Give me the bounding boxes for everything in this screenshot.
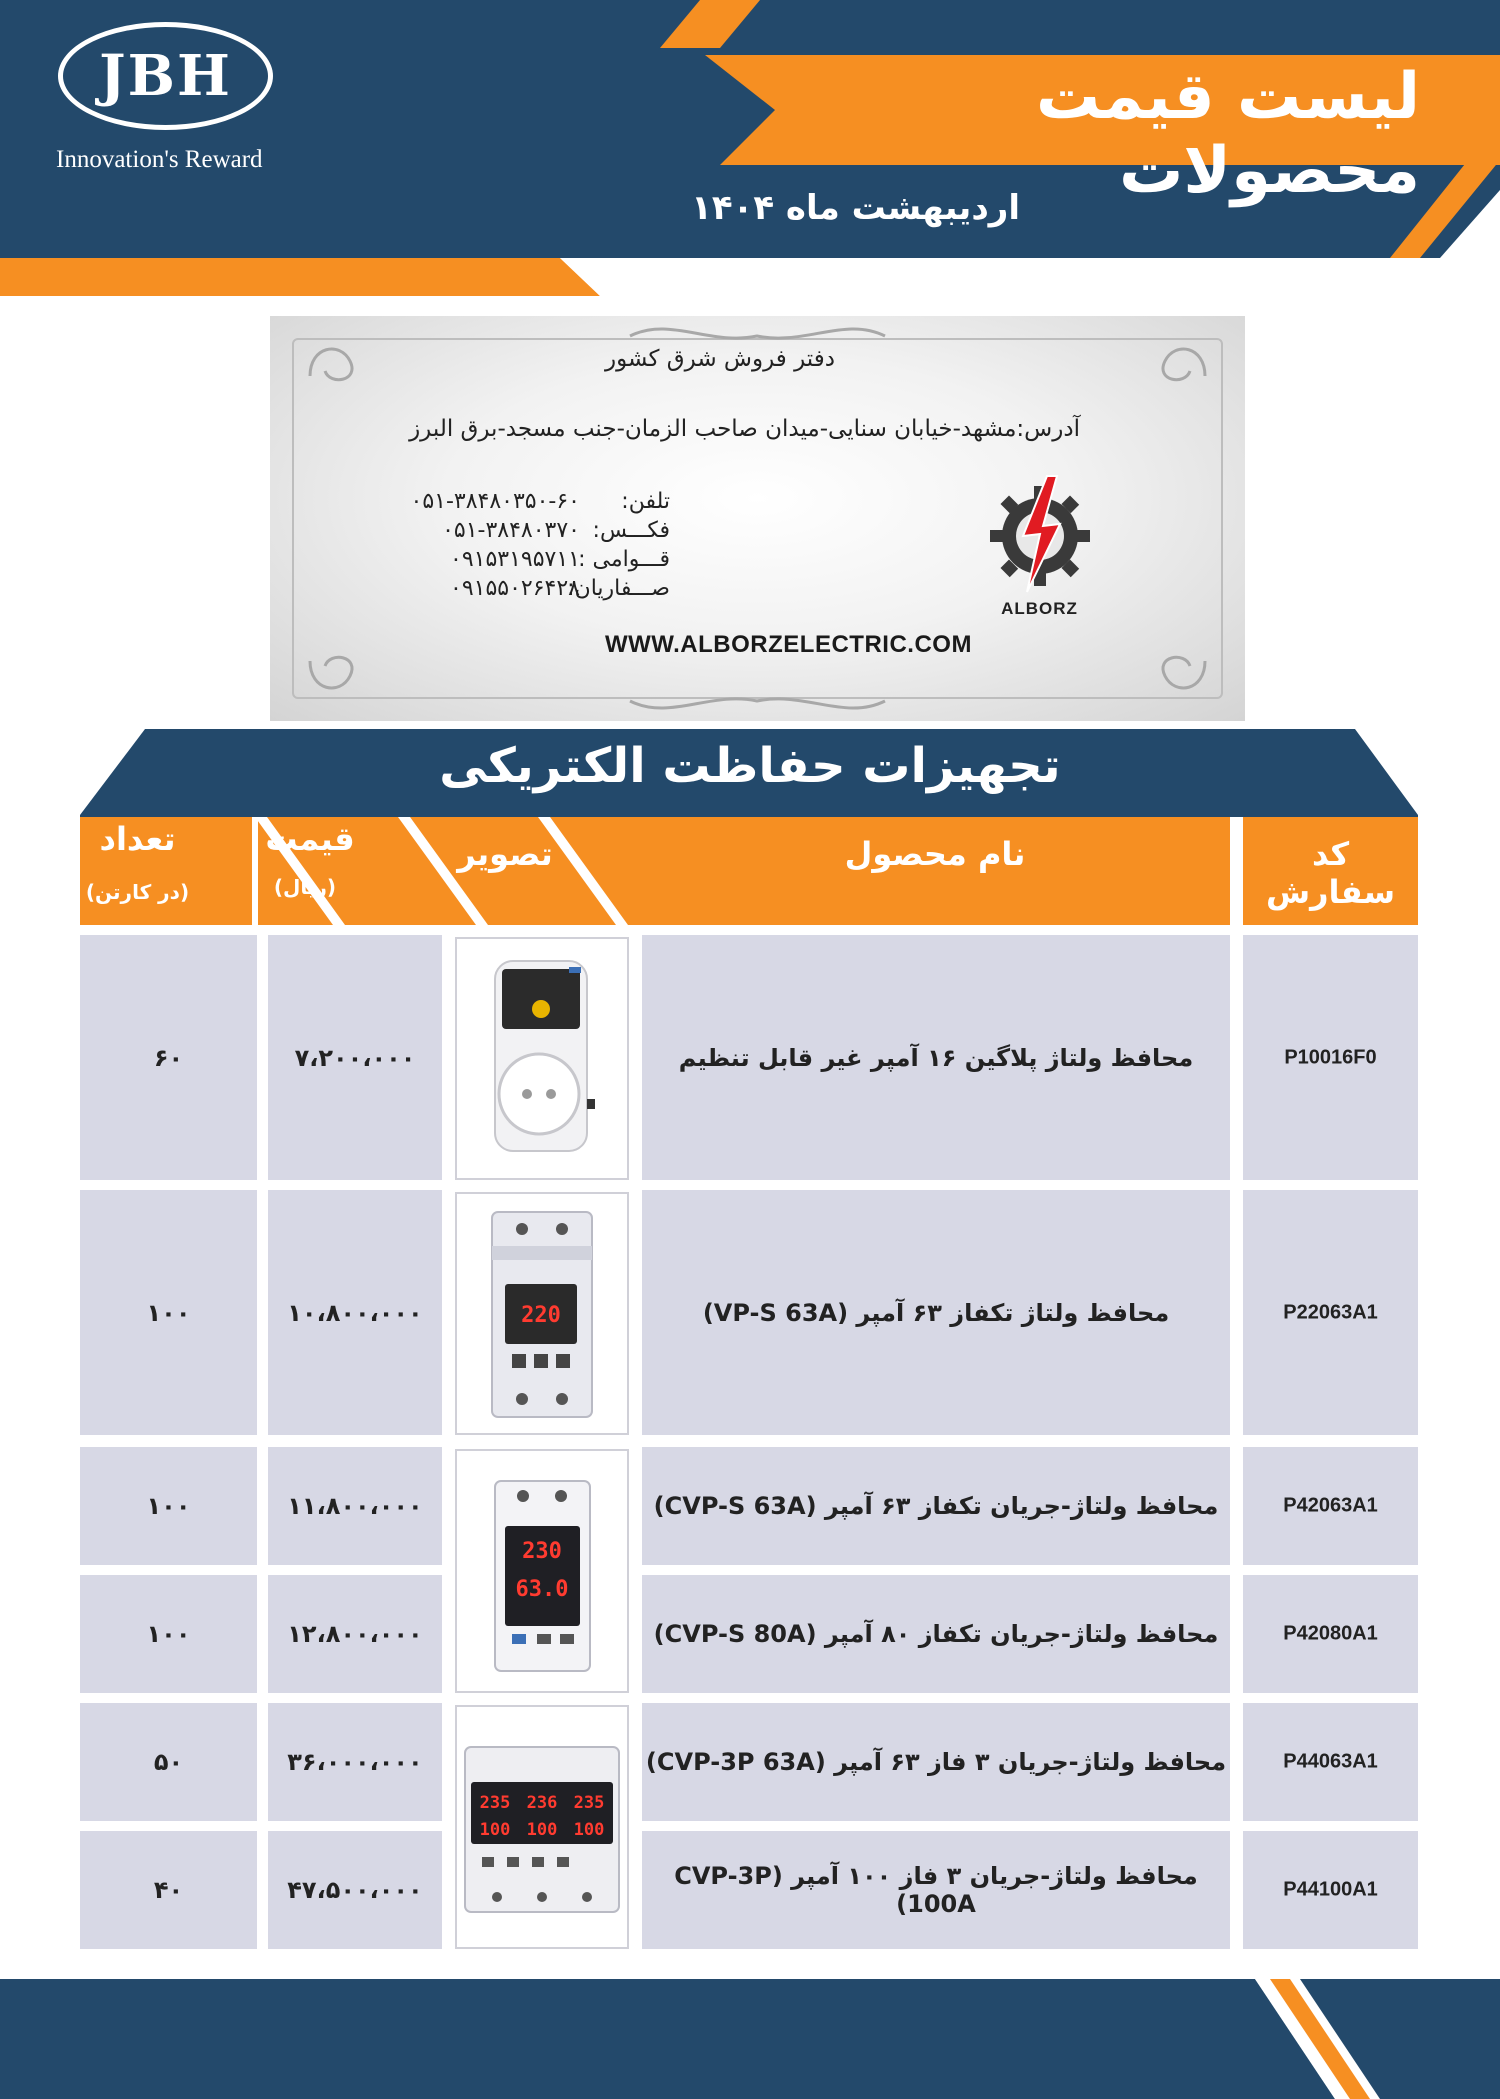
col-header-price-unit: (ریال) [273, 875, 337, 899]
product-price: ۷،۲۰۰،۰۰۰ [294, 1043, 416, 1072]
product-image-cvps [455, 1449, 629, 1693]
product-qty: ۱۰۰ [146, 1298, 191, 1327]
table-row-code [1243, 1831, 1418, 1949]
col-header-price: قیمت [265, 820, 355, 858]
order-code: P42080A1 [1283, 1622, 1378, 1645]
product-qty: ۱۰۰ [146, 1492, 191, 1520]
office-address: آدرس:مشهد-خیابان سنایی-میدان صاحب الزمان-جنب مسجد-برق البرز [409, 416, 1080, 442]
cvp3p-current-l1: 100 [479, 1820, 511, 1840]
product-name: محافظ ولتاژ-جریان تکفاز ۸۰ آمپر (CVP-S 80A) [653, 1620, 1219, 1648]
cvps-voltage-display: 230 [522, 1539, 562, 1564]
contact-value: ۰۵۱-۳۸۴۸۰۳۷۰ [442, 518, 580, 543]
product-qty: ۶۰ [153, 1043, 184, 1072]
product-qty: ۵۰ [153, 1748, 184, 1776]
product-price: ۴۷،۵۰۰،۰۰۰ [287, 1876, 423, 1904]
contact-label: فکـــس: [592, 518, 670, 543]
table-row-qty [80, 1190, 257, 1435]
col-header-name: نام محصول [844, 835, 1026, 873]
vps-display: 220 [521, 1303, 561, 1328]
product-qty: ۴۰ [153, 1876, 184, 1904]
table-row-code [1243, 1190, 1418, 1435]
table-row-name [642, 935, 1230, 1180]
cvp3p-voltage-l2: 236 [526, 1793, 558, 1813]
product-qty: ۱۰۰ [146, 1620, 191, 1648]
product-image-plugin [455, 937, 629, 1180]
cvps-current-display: 63.0 [515, 1577, 569, 1602]
col-header-image: تصویر [457, 835, 553, 873]
table-row-code [1243, 1575, 1418, 1693]
three-phase-protector-icon [457, 1707, 627, 1947]
col-header-qty-unit: (در کارتن) [85, 880, 190, 904]
table-row-price [268, 935, 442, 1180]
din-protector-icon [457, 1451, 627, 1691]
table-row-price [268, 1447, 442, 1565]
logo-tagline: Innovation's Reward [56, 146, 263, 173]
contact-label: قـــوامی : [578, 547, 670, 572]
jbh-logo [50, 18, 290, 178]
website-link[interactable]: WWW.ALBORZELECTRIC.COM [605, 631, 972, 658]
contact-fax [390, 518, 670, 548]
footer-background [0, 1975, 1500, 2099]
col-header-code: کد سفارش [1265, 835, 1396, 911]
table-row-name [642, 1703, 1230, 1821]
table-row-price [268, 1703, 442, 1821]
contact-value: ۰۹۱۵۵۰۲۶۴۲۸ [450, 576, 580, 601]
table-row-price [268, 1575, 442, 1693]
alborz-brand: ALBORZ [1001, 599, 1078, 618]
table-row-price [268, 1831, 442, 1949]
contact-ghavami [390, 547, 670, 577]
product-price: ۱۰،۸۰۰،۰۰۰ [287, 1298, 423, 1327]
cvp3p-voltage-l3: 235 [573, 1793, 605, 1813]
table-row-code [1243, 1703, 1418, 1821]
product-price: ۳۶،۰۰۰،۰۰۰ [287, 1748, 423, 1776]
table-row-qty [80, 1831, 257, 1949]
table-row-qty [80, 1575, 257, 1693]
product-price: ۱۲،۸۰۰،۰۰۰ [287, 1620, 423, 1648]
table-row-name [642, 1831, 1230, 1949]
table-row-code [1243, 1447, 1418, 1565]
table-row-code [1243, 935, 1418, 1180]
section-title: تجهیزات حفاظت الکتریکی [439, 738, 1061, 794]
product-name: محافظ ولتاژ پلاگین ۱۶ آمپر غیر قابل تنظیم [678, 1043, 1194, 1072]
product-name: محافظ ولتاژ تکفاز ۶۳ آمپر (VP-S 63A) [702, 1298, 1170, 1327]
product-name: محافظ ولتاژ-جریان تکفاز ۶۳ آمپر (CVP-S 63A) [653, 1492, 1219, 1520]
table-row-name [642, 1447, 1230, 1565]
product-image-vps [455, 1192, 629, 1435]
din-protector-icon [457, 1194, 627, 1433]
table-row-name [642, 1190, 1230, 1435]
order-code: P44063A1 [1283, 1750, 1378, 1773]
page-title: لیست قیمت محصولات [1036, 60, 1420, 208]
contact-card [270, 316, 1245, 721]
product-name: محافظ ولتاژ-جریان ۳ فاز ۶۳ آمپر (CVP-3P 63A) [645, 1748, 1227, 1776]
order-code: P44100A1 [1283, 1878, 1378, 1901]
table-row-qty [80, 935, 257, 1180]
cvp3p-current-l2: 100 [526, 1820, 558, 1840]
plugin-protector-icon [457, 939, 627, 1178]
contact-value: ۰۵۱-۳۸۴۸۰۳۵۰-۶۰ [410, 489, 580, 514]
contact-value: ۰۹۱۵۳۱۹۵۷۱۱ [450, 547, 580, 572]
logo-text: JBH [99, 43, 232, 109]
table-row-qty [80, 1447, 257, 1565]
table-row-price [268, 1190, 442, 1435]
product-name: محافظ ولتاژ-جریان ۳ فاز ۱۰۰ آمپر (CVP-3P 100A) [674, 1862, 1198, 1918]
contact-saffarian [390, 576, 670, 606]
alborz-gear-icon [985, 474, 1095, 599]
cvp3p-current-l3: 100 [573, 1820, 605, 1840]
contact-phone [390, 489, 670, 519]
office-name: دفتر فروش شرق کشور [605, 346, 835, 372]
table-row-qty [80, 1703, 257, 1821]
order-code: P42063A1 [1283, 1494, 1378, 1517]
order-code: P22063A1 [1283, 1301, 1378, 1323]
table-row-name [642, 1575, 1230, 1693]
contact-label: تلفن: [621, 489, 670, 514]
order-code: P10016F0 [1284, 1046, 1377, 1068]
product-image-cvp3p [455, 1705, 629, 1949]
contact-label: صـــفاریان: [567, 576, 670, 601]
logo-oval [58, 22, 273, 130]
product-price: ۱۱،۸۰۰،۰۰۰ [287, 1492, 423, 1520]
page-subtitle: اردیبهشت ماه ۱۴۰۴ [691, 188, 1020, 228]
cvp3p-voltage-l1: 235 [479, 1793, 511, 1813]
col-header-qty: تعداد [99, 820, 176, 858]
